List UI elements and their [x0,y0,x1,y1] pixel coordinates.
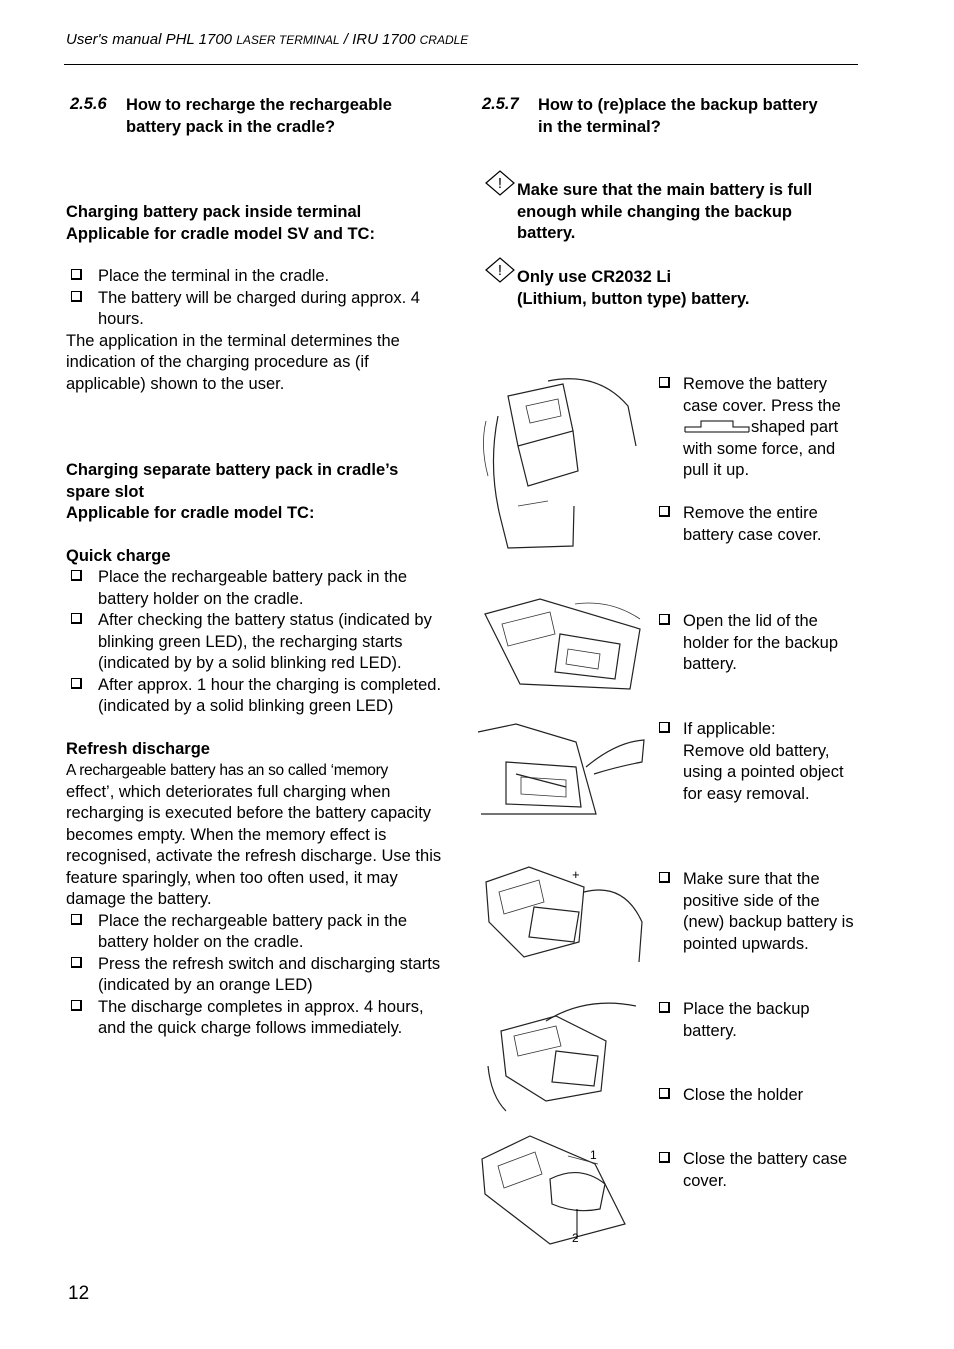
list-item [66,610,451,675]
list-item [66,567,451,610]
page-number: 12 [68,1283,90,1304]
list-item-text: Place the rechargeable battery pack in the battery holder on the cradle. [98,911,408,951]
section-number-right: 2.5.7 [482,95,519,113]
list-item [659,719,859,805]
checkbox-bullet-icon [71,570,82,581]
illustration-place-backup [486,996,641,1114]
charging-spare-block [66,460,451,1040]
checkbox-bullet-icon [71,914,82,925]
checkbox-bullet-icon [71,678,82,689]
step-text: Remove the entire battery case cover. [683,504,822,544]
checkbox-bullet-icon [659,1088,670,1099]
charging-inside-applicable: Applicable for cradle model SV and TC: [66,224,375,243]
list-item [66,911,451,954]
step-close-holder [659,1085,859,1107]
warning-main-battery: Make sure that the main battery is full enough while changing the backup battery. [517,181,813,242]
charging-spare-applicable: Applicable for cradle model TC: [66,504,315,522]
illustration-open-lid [480,594,645,694]
list-item [66,954,451,997]
warning-icon [483,169,517,197]
header-cradle-model: / IRU 1700 [343,31,416,48]
list-item-text: Press the refresh switch and discharging starts (indicated by an orange LED) [98,954,441,994]
quick-charge-heading: Quick charge [66,546,171,565]
illustration-positive-side [484,862,644,966]
section-number-left: 2.5.6 [70,95,107,113]
header-model: PHL 1700 [165,31,233,48]
shaped-part-icon [683,418,751,434]
refresh-discharge-heading: Refresh discharge [66,739,210,758]
step-text: Make sure that the positive side of the (new) backup battery is pointed upwards. [683,870,854,953]
step-text: with some force, and pull it up. [683,439,836,479]
running-header [66,31,468,48]
charging-inside-heading: Charging battery pack inside terminal [66,203,362,221]
step-remove-cover [659,374,859,482]
checkbox-bullet-icon [659,872,670,883]
section-title-left-line1: How to recharge the rechargeable [126,96,392,114]
step-text: Remove the battery [683,375,827,393]
illustration-remove-cover [478,376,643,554]
checkbox-bullet-icon [71,613,82,624]
checkbox-bullet-icon [659,506,670,517]
list-item [659,1149,859,1192]
list-item-text: Place the rechargeable battery pack in the battery holder on the cradle. [98,568,408,608]
section-title-left [126,94,456,138]
step-text: Open the lid of the holder for the backup battery. [683,612,839,673]
list-item [66,266,451,288]
list-item [66,675,451,718]
checkbox-bullet-icon [71,291,82,302]
step-positive-side [659,869,859,955]
warning-symbol: ! [497,262,503,279]
checkbox-bullet-icon [71,1000,82,1011]
warning-cr2032-line2: (Lithium, button type) battery. [517,289,750,308]
step-remove-old-battery [659,719,859,805]
step-text: If applicable: [683,720,776,738]
figure-label-plus: + [572,867,580,882]
section-title-right [538,94,868,138]
warning-symbol: ! [497,175,503,192]
section-title-right-line1: How to (re)place the backup battery [538,96,818,114]
illustration-remove-old-battery [476,722,646,816]
refresh-paragraph-line1: A rechargeable battery has an so called ‘memory [66,762,388,779]
step-remove-entire-cover [659,503,859,546]
checkbox-bullet-icon [71,269,82,280]
header-rule [64,64,858,65]
list-item [659,611,859,676]
list-item [66,288,451,331]
step-text: Place the backup battery. [683,1000,810,1040]
charging-inside-paragraph: The application in the terminal determines the indication of the charging procedure as (if applicable) shown to the user. [66,331,400,393]
checkbox-bullet-icon [71,957,82,968]
checkbox-bullet-icon [659,1152,670,1163]
figure-label-arrow-1: 1 [590,1148,597,1162]
list-item-text: The battery will be charged during approx. 4 hours. [98,288,420,328]
step-close-cover [659,1149,859,1192]
charging-spare-heading-2: spare slot [66,482,144,501]
list-item [659,999,859,1042]
warning-icon [483,256,517,284]
checkbox-bullet-icon [659,1002,670,1013]
header-cradle: CRADLE [419,33,469,47]
list-item [659,869,859,955]
charging-inside-block [66,202,451,395]
list-item-text: The discharge completes in approx. 4 hours, and the quick charge follows immediately. [98,997,424,1037]
header-laser-terminal: LASER TERMINAL [236,33,340,47]
list-item [66,997,451,1040]
section-title-right-line2: in the terminal? [538,118,661,136]
list-item-text: After approx. 1 hour the charging is completed. (indicated by a solid blinking green LED) [98,675,442,715]
step-place-backup [659,999,859,1042]
list-item-text: Place the terminal in the cradle. [98,267,330,285]
refresh-discharge-paragraph [66,760,451,911]
step-text: Close the battery case cover. [683,1150,848,1190]
list-item-text: After checking the battery status (indicated by blinking green LED), the recharging starts (indicated by by a solid blinking red LED). [98,611,432,672]
list-item [659,503,859,546]
refresh-paragraph-rest: effect’, which deteriorates full charging when recharging is executed before the battery capacity becomes empty. When the memory effect is recognised, activate the refresh discharge. Use this feature sparingly, when too often used, it may damage the battery. [66,782,442,908]
step-open-lid [659,611,859,676]
illustration-close-cover [480,1134,645,1252]
step-text: case cover. Press the [683,396,841,415]
charging-spare-heading: Charging separate battery pack in cradle’s [66,461,399,479]
warning-cr2032-line1: Only use CR2032 Li [517,268,672,286]
list-item [659,374,859,482]
step-text: Remove old battery, using a pointed object for easy removal. [683,741,844,803]
warning-cr2032 [517,267,837,310]
step-text: shaped part [751,418,839,436]
header-users-manual: User's manual [66,31,162,48]
checkbox-bullet-icon [659,722,670,733]
step-text: Close the holder [683,1086,804,1104]
list-item [659,1085,859,1107]
section-title-left-line2: battery pack in the cradle? [126,118,336,136]
checkbox-bullet-icon [659,377,670,388]
checkbox-bullet-icon [659,614,670,625]
figure-label-arrow-2: 2 [572,1231,579,1245]
